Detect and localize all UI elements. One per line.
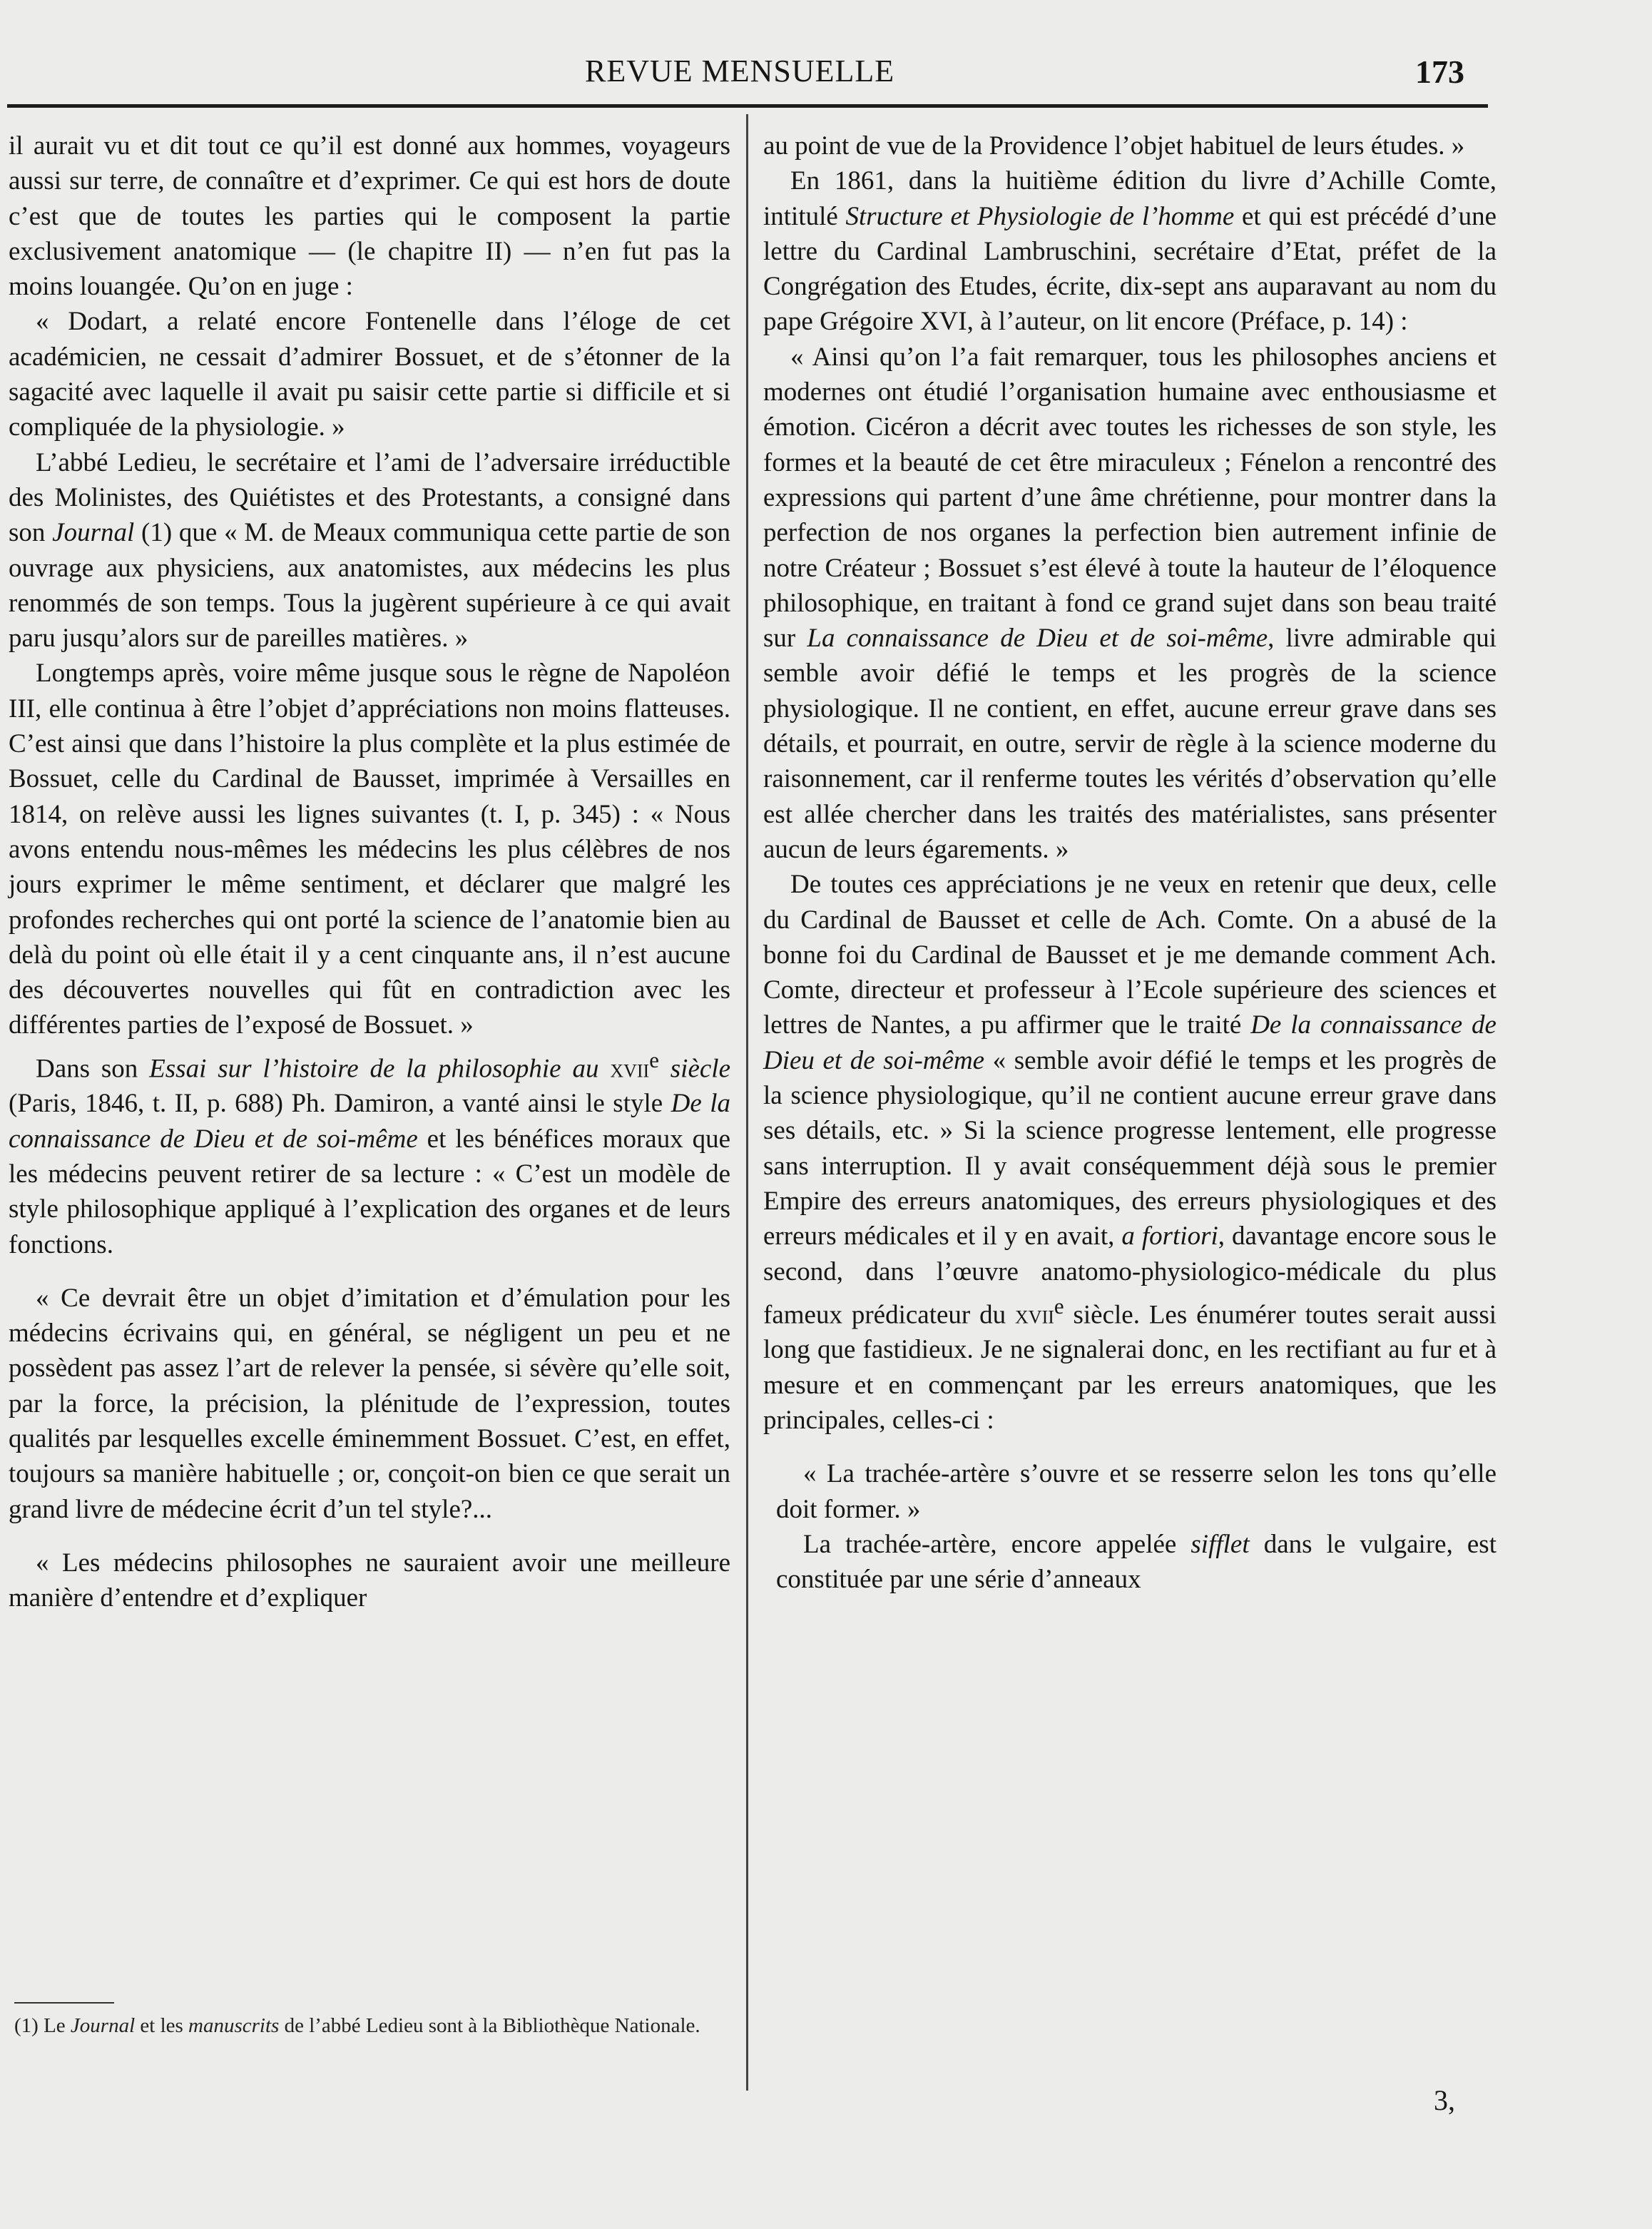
paragraph: Longtemps après, voire même jusque sous le règne de Napoléon III, elle continua à être l’objet d’appréciations non moins flatteuses. C’est ainsi que dans l’histoire la plus complète et la plus estimée de Bossuet, celle du Cardinal de Bausset, imprimée à Versailles en 1814, on relève aussi les lignes suivantes (t. I, p. 345) : « Nous avons entendu nous-mêmes les médecins les plus célèbres de nos jours exprimer le même sentiment, et déclarer que malgré les profondes recherches qui ont porté la science de l’anatomie bien au delà du point où elle était il y a cent cinquante ans, il n’est aucune des découvertes nouvelles qui fût en contradiction avec les différentes parties de l’exposé de Bossuet. » [9,659,730,1040]
quote-paragraph: « Les médecins philosophes ne sauraient avoir une meilleure manière d’entendre et d’expliquer [9,1548,730,1613]
signature-mark: 3, [1434,2084,1455,2116]
right-column [763,128,1497,1598]
column-divider [746,114,748,2091]
paragraph: L’abbé Ledieu, le secrétaire et l’ami de l’adversaire irréductible des Molinistes, des Quiétistes et des Protestants, a consigné dans son Journal (1) que « M. de Meaux communiqua cette partie de son ouvrage aux physiciens, aux anatomistes, aux médecins les plus renommés de son temps. Tous la jugèrent supérieure à ce qui avait paru jusqu’alors sur de pareilles matières. » [9,447,730,654]
quote-paragraph: « Dodart, a relaté encore Fontenelle dans l’éloge de cet académicien, ne cessait d’admirer Bossuet, et de s’étonner de la sagacité avec laquelle il avait pu saisir cette partie si difficile et si compliquée de la physiologie. » [9,307,730,442]
running-title: REVUE MENSUELLE [585,54,895,88]
paragraph: En 1861, dans la huitième édition du livre d’Achille Comte, intitulé Structure et Physiologie de l’homme et qui est précédé d’une lettre du Cardinal Lambruschini, secrétaire d’Etat, préfet de la Congrégation des Etudes, écrite, dix-sept ans auparavant au nom du pape Grégoire XVI, à l’auteur, on lit encore (Préface, p. 14) : [763,166,1497,337]
left-column [9,128,730,1616]
footnote-rule [14,2002,114,2004]
paragraph: De toutes ces appréciations je ne veux en retenir que deux, celle du Cardinal de Bausset et celle de Ach. Comte. On a abusé de la bonne foi du Cardinal de Bausset et je me demande comment Ach. Comte, directeur et professeur à l’Ecole supérieure des sciences et lettres de Nantes, a pu affirmer que le traité De la connaissance de Dieu et de soi-même « semble avoir défié le temps et les progrès de la science physiologique, qu’il ne contient aucune erreur grave dans ses détails, etc. » Si la science progresse lentement, elle progresse sans interruption. Il y avait conséquemment déjà sous le premier Empire des erreurs anatomiques, des erreurs physiologiques et des erreurs médicales et il y en avait, a fortiori, davantage encore sous le second, dans l’œuvre anatomo-physiologico-médicale du plus fameux prédicateur du xvii$^e$ siècle. Les énumérer toutes serait aussi long que fastidieux. Je ne signalerai donc, en les rectifiant au fur et à mesure et en commençant par les erreurs anatomiques, que les principales, celles-ci : [763,870,1497,1436]
quote-paragraph: « La trachée-artère s’ouvre et se resserre selon les tons qu’elle doit former. » [776,1459,1497,1524]
paragraph: Dans son Essai sur l’histoire de la philosophie au xvii$^e$ siècle (Paris, 1846, t. II, p. 688) Ph. Damiron, a vanté ainsi le style De la connaissance de Dieu et de soi-même et les bénéfices moraux que les médecins peuvent retirer de sa lecture : « C’est un modèle de style philosophique appliqué à l’explication des organes et de leurs fonctions. [9,1047,730,1259]
footnote: (1) Le Journal et les manuscrits de l’abbé Ledieu sont à la Bibliothèque Nationale. [14,2014,700,2037]
page-number: 173 [1415,54,1464,90]
page-header [0,50,1652,93]
paragraph: au point de vue de la Providence l’objet habituel de leurs études. » [763,131,1465,161]
quote-paragraph: « Ce devrait être un objet d’imitation et d’émulation pour les médecins écrivains qui, en général, se négligent un peu et ne possèdent pas assez l’art de relever la pensée, si sévère qu’elle soit, par la force, la précision, la plénitude de l’expression, toutes qualités par lesquelles excelle éminemment Bossuet. C’est, en effet, toujours sa manière habituelle ; or, conçoit-on bien ce que serait un grand livre de médecine écrit d’un tel style?... [9,1283,730,1524]
quote-paragraph: « Ainsi qu’on l’a fait remarquer, tous les philosophes anciens et modernes ont étudié l’organisation humaine avec enthousiasme et émotion. Cicéron a décrit avec toutes les richesses de son style, les formes et la beauté de cet être miraculeux ; Fénelon a rencontré des expressions qui partent d’une âme chrétienne, pour montrer dans la perfection de nos organes la perfection bien autrement infinie de notre Créateur ; Bossuet s’est élevé à toute la hauteur de l’éloquence philosophique, en traitant à fond ce grand sujet dans son beau traité sur La connaissance de Dieu et de soi-même, livre admirable qui semble avoir défié le temps et les progrès de la science physiologique. Il ne contient, en effet, aucune erreur grave dans ses détails, et pourrait, en outre, servir de règle à la science moderne du raisonnement, car il renferme toutes les vérités d’observation qu’elle est allée chercher dans les traités des matérialistes, sans présenter aucun de leurs égarements. » [763,342,1497,864]
header-rule [7,104,1488,108]
paragraph: La trachée-artère, encore appelée sifflet dans le vulgaire, est constituée par une série d’anneaux [776,1529,1497,1595]
paragraph: il aurait vu et dit tout ce qu’il est donné aux hommes, voyageurs aussi sur terre, de connaître et d’exprimer. Ce qui est hors de doute c’est que de toutes les parties qui le composent la partie exclusivement anatomique — (le chapitre II) — n’en fut pas la moins louangée. Qu’on en juge : [9,131,730,302]
